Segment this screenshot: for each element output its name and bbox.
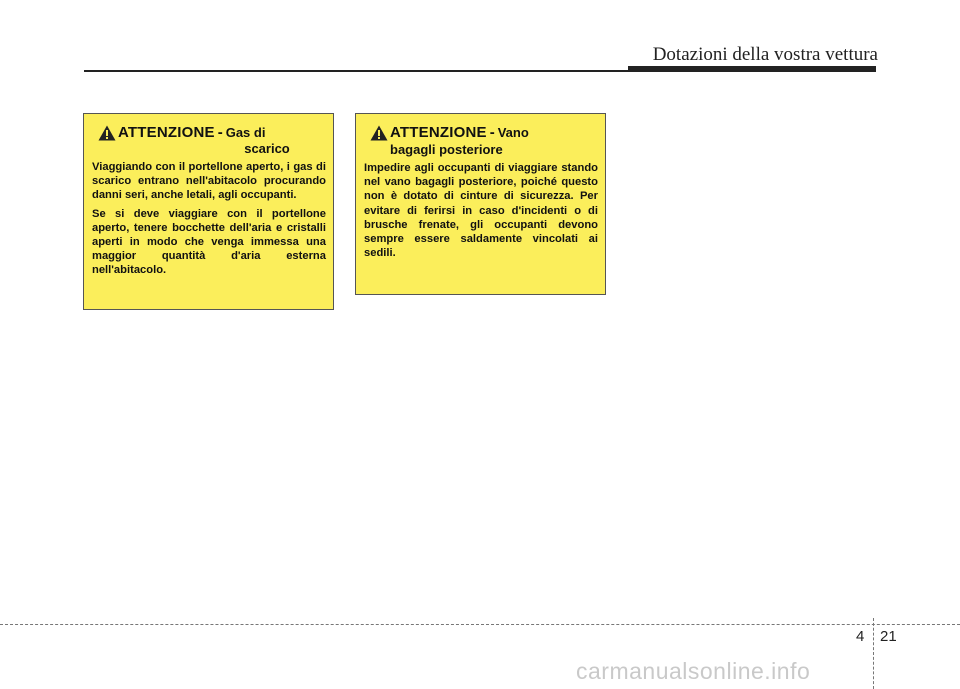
warning-paragraph: Impedire agli occupanti di viaggiare stando nel vano bagagli posteriore, poiché questo non è dotato di cinture di sicurezza. Per evitare di ferirsi in caso d'incidenti o di brusche frenate, gli occupanti devono sempre essere saldamente vincolati ai sedili. bbox=[364, 162, 598, 260]
warning-heading bbox=[364, 124, 598, 157]
warning-triangle-icon bbox=[98, 125, 116, 141]
warning-paragraph: Se si deve viaggiare con il portellone aperto, tenere bocchette dell'aria e cristalli aperti in modo che venga immessa una maggior quantità d'aria esterna nell'abitacolo. bbox=[92, 207, 326, 277]
warning-subject-line1: Gas di bbox=[225, 125, 266, 140]
warning-dash: - bbox=[217, 124, 223, 141]
warning-label: ATTENZIONE bbox=[118, 124, 215, 141]
warning-subject-line2: scarico bbox=[244, 141, 290, 156]
header-rule-thick bbox=[628, 66, 876, 72]
warning-box-exhaust bbox=[83, 113, 334, 310]
warning-subject-line2: bagagli posteriore bbox=[390, 142, 503, 157]
warning-box-cargo bbox=[355, 113, 606, 295]
warning-dash: - bbox=[489, 124, 495, 141]
page-number: 21 bbox=[880, 628, 897, 645]
chapter-number: 4 bbox=[856, 628, 865, 645]
page-header-title: Dotazioni della vostra vettura bbox=[652, 44, 878, 65]
footer-rule bbox=[0, 624, 960, 625]
header-rule-thin bbox=[84, 70, 630, 72]
watermark-text: carmanualsonline.info bbox=[576, 658, 811, 684]
warning-triangle-icon bbox=[370, 125, 388, 141]
warning-heading bbox=[92, 124, 326, 156]
warning-label: ATTENZIONE bbox=[390, 124, 487, 141]
warning-paragraph: Viaggiando con il portellone aperto, i gas di scarico entrano nell'abitacolo procurando danni seri, anche letali, agli occupanti. bbox=[92, 161, 326, 202]
footer-divider bbox=[873, 618, 874, 689]
warning-subject-line1: Vano bbox=[497, 125, 529, 140]
